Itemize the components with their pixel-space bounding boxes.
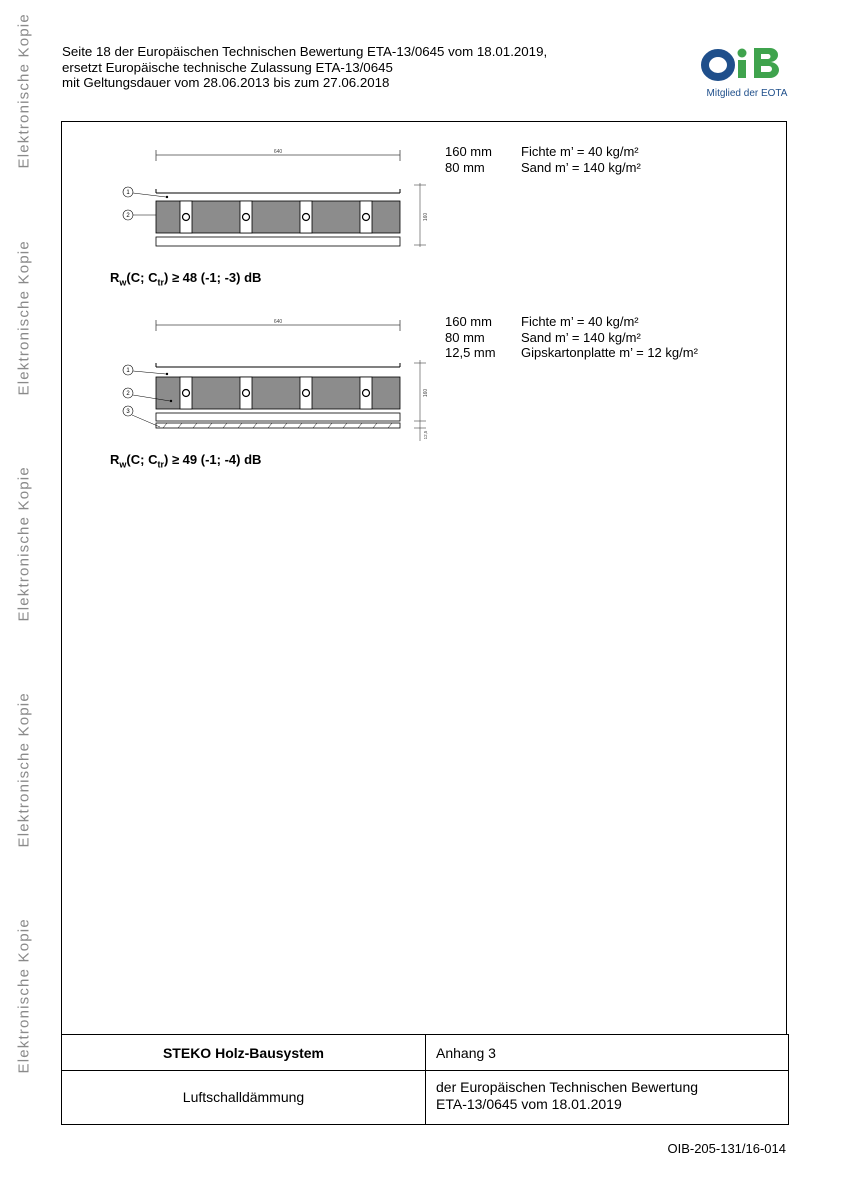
header-line: Seite 18 der Europäischen Technischen Bewertung ETA-13/0645 vom 18.01.2019, [62, 44, 548, 59]
layer-spec-row: 80 mm Sand m’ = 140 kg/m² [445, 159, 641, 175]
watermark-text: Elektronische Kopie [15, 466, 33, 622]
dimension-height: 160 [423, 388, 429, 398]
reference-cell [426, 1071, 788, 1124]
watermark-text: Elektronische Kopie [15, 240, 33, 396]
page-header [62, 44, 547, 91]
watermark-text: Elektronische Kopie [15, 692, 33, 848]
annex-cell: Anhang 3 [426, 1035, 788, 1071]
dimension-width: 640 [273, 149, 283, 155]
layer-label: 2 [126, 391, 130, 397]
system-name-cell: STEKO Holz-Bausystem [62, 1035, 426, 1071]
dimension-width: 640 [273, 319, 283, 325]
watermark-text: Elektronische Kopie [15, 918, 33, 1074]
layer-label: 3 [126, 409, 130, 415]
dimension-height: 160 [423, 212, 429, 222]
document-reference: OIB-205-131/16-014 [667, 1141, 786, 1156]
sound-rating-1: $R_w(C$; $C_{tr}) \ge 48$ (-1; -3) dB [110, 270, 262, 288]
layer-spec-row: 160 mm Fichte m’ = 40 kg/m² [445, 314, 639, 329]
wall-section-drawing-1 [108, 145, 438, 255]
watermark-text: Elektronische Kopie [15, 13, 33, 169]
watermark-column [4, 0, 44, 1200]
layer-spec-row: 160 mm Fichte m’ = 40 kg/m² [445, 144, 639, 159]
layer-label: 1 [126, 190, 130, 196]
content-frame [61, 121, 787, 1035]
layer-label: 1 [126, 368, 130, 374]
layer-spec-list-1 [445, 144, 641, 175]
sound-rating-2: $R_w(C$; $C_{tr}) \ge 49$ (-1; -4) dB [110, 452, 262, 470]
layer-spec-row: 12,5 mm Gipskartonplatte m’ = 12 kg/m² [445, 345, 698, 360]
header-line: ersetzt Europäische technische Zulassung ETA-13/0645 [62, 59, 393, 75]
topic-cell: Luftschalldämmung [62, 1071, 426, 1124]
reference-line: ETA-13/0645 vom 18.01.2019 [436, 1096, 622, 1112]
header-line: mit Geltungsdauer vom 28.06.2013 bis zum 27.06.2018 [62, 75, 390, 90]
dimension-height-2: 12,5 [423, 430, 428, 440]
logo-subtitle: Mitglied der EOTA [706, 88, 788, 99]
layer-spec-row: 80 mm Sand m’ = 140 kg/m² [445, 329, 641, 345]
layer-spec-list-2 [445, 314, 698, 361]
reference-line: der Europäischen Technischen Bewertung [436, 1079, 699, 1095]
footer-table [61, 1034, 789, 1125]
wall-section-drawing-2 [108, 315, 438, 450]
layer-label: 2 [126, 213, 130, 219]
